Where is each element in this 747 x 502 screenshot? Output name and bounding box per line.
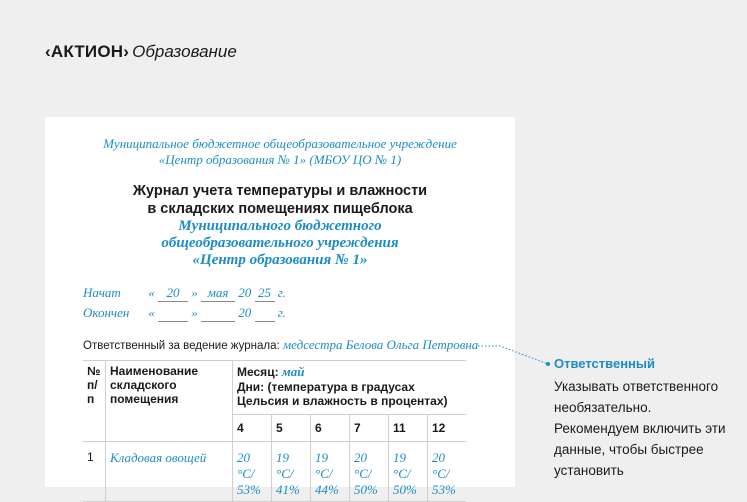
value-humidity: 53% <box>432 482 456 497</box>
value-temp: 19 °C/ <box>393 450 411 481</box>
value-humidity: 41% <box>276 482 300 497</box>
started-year-prefix: 20 <box>238 285 252 300</box>
row-name: Кладовая овощей <box>106 442 233 502</box>
finished-year-prefix: 20 <box>238 305 252 320</box>
sidebar-note-heading: Ответственный <box>554 356 655 371</box>
sidebar-note-text: Указывать ответственного необязательно. Рекомендуем включить эти данные, чтобы быстрее установить <box>554 379 726 478</box>
value-temp: 20 °C/ <box>354 450 372 481</box>
started-quote-close: » <box>191 285 198 300</box>
finished-quote-close: » <box>191 305 198 320</box>
started-day: 20 <box>158 285 188 302</box>
journal-title-org-1: Муниципального бюджетного <box>178 218 382 234</box>
day-cell: 7 <box>350 415 389 442</box>
col-num-header: № п/п <box>83 361 106 442</box>
finished-quote-open: « <box>148 305 155 320</box>
day-cell: 6 <box>311 415 350 442</box>
value-humidity: 44% <box>315 482 339 497</box>
started-suffix: г. <box>277 285 286 300</box>
responsible-name: медсестра Белова Ольга Петровна <box>282 337 479 352</box>
logo-sub: Образование <box>132 42 237 61</box>
col-name-header: Наименование складского помещения <box>106 361 233 442</box>
logo-brand: ‹АКТИОН› <box>45 42 130 61</box>
journal-title-line-2: в складских помещениях пищеблока <box>147 201 413 217</box>
value-humidity: 53% <box>237 482 261 497</box>
org-line-2: «Центр образования № 1» (МБОУ ЦО № 1) <box>158 152 402 167</box>
day-cell: 5 <box>272 415 311 442</box>
started-quote-open: « <box>148 285 155 300</box>
value-temp: 20 °C/ <box>432 450 450 481</box>
month-label: Месяц: <box>237 365 279 379</box>
value-humidity: 50% <box>393 482 417 497</box>
started-year: 25 <box>255 285 275 302</box>
days-label: Дни: (температура в градусах Цельсия и влажность в процентах) <box>237 380 448 408</box>
journal-title-org-3: «Центр образования № 1» <box>192 252 368 268</box>
day-cell: 12 <box>428 415 467 442</box>
org-line-1: Муниципальное бюджетное общеобразовательное учреждение <box>103 136 457 151</box>
finished-suffix: г. <box>277 305 286 320</box>
day-cell: 4 <box>233 415 272 442</box>
journal-title-org-2: общеобразовательного учреждения <box>161 235 399 251</box>
started-month: мая <box>201 285 235 302</box>
responsible-label: Ответственный за ведение журнала: <box>83 340 280 352</box>
journal-title-line-1: Журнал учета температуры и влажности <box>132 183 428 199</box>
finished-label: Окончен <box>83 305 130 320</box>
value-humidity: 50% <box>354 482 378 497</box>
value-temp: 19 °C/ <box>276 450 294 481</box>
day-cell: 11 <box>389 415 428 442</box>
value-temp: 20 °C/ <box>237 450 255 481</box>
row-num: 1 <box>83 442 106 502</box>
started-label: Начат <box>83 285 121 300</box>
value-temp: 19 °C/ <box>315 450 333 481</box>
month-value: май <box>281 364 305 379</box>
